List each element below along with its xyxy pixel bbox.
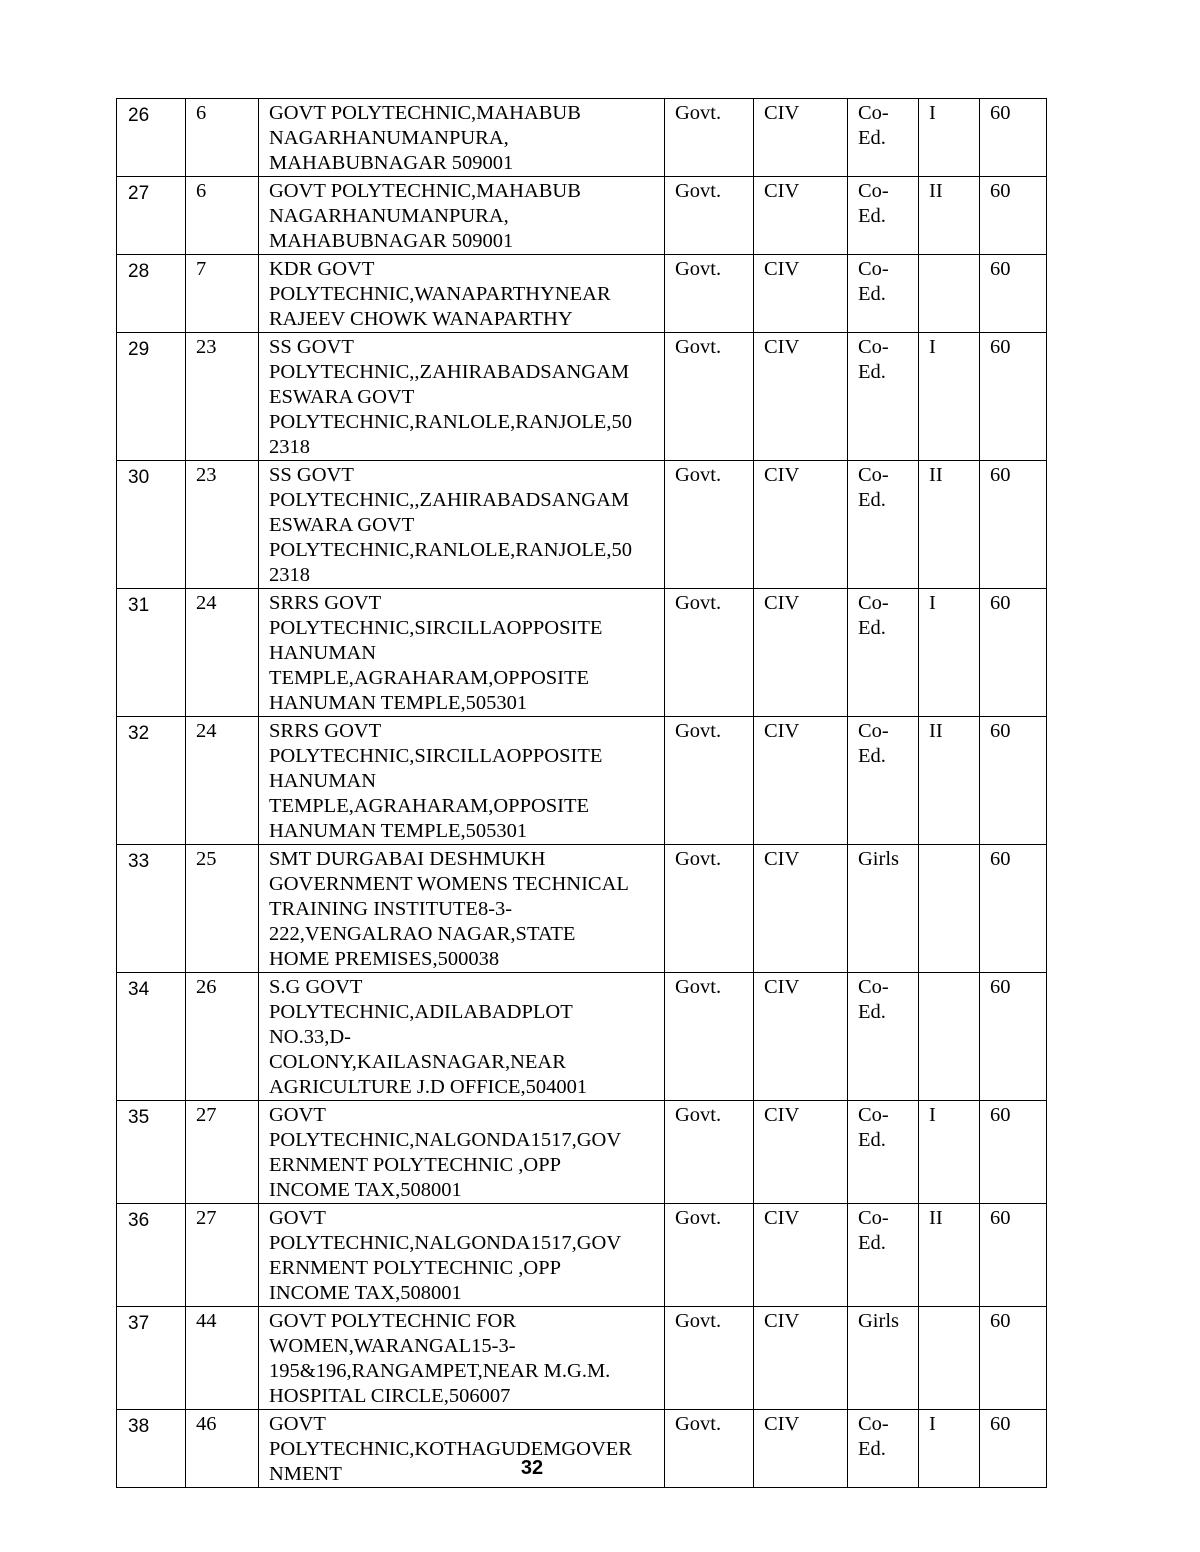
institute-code-cell: 23 (186, 461, 259, 589)
institute-name-line: HANUMAN (269, 642, 377, 664)
institute-name-line: POLYTECHNIC,WANAPARTHYNEAR (269, 283, 611, 305)
gender-type-cell: Co-Ed. (848, 973, 919, 1101)
serial-number-cell: 31 (117, 589, 186, 717)
management-type-cell: Govt. (665, 1101, 754, 1204)
institute-code-cell: 6 (186, 177, 259, 255)
institute-name-line: SRRS GOVT (269, 720, 382, 742)
table-row (117, 973, 1047, 1101)
management-type-cell: Govt. (665, 333, 754, 461)
institute-name-line: GOVERNMENT WOMENS TECHNICAL (269, 873, 629, 895)
institute-name-line: ERNMENT POLYTECHNIC ,OPP (269, 1257, 561, 1279)
institute-name-line: HANUMAN TEMPLE,505301 (269, 692, 528, 714)
table-row (117, 461, 1047, 589)
serial-number-cell: 34 (117, 973, 186, 1101)
gender-type-cell: Co-Ed. (848, 1410, 919, 1488)
shift-cell (919, 255, 980, 333)
institute-name-line: POLYTECHNIC,SIRCILLAOPPOSITE (269, 617, 603, 639)
institute-name-line: POLYTECHNIC,SIRCILLAOPPOSITE (269, 745, 603, 767)
page-number: 32 (520, 1457, 544, 1479)
shift-cell: II (919, 177, 980, 255)
institute-name-cell (259, 333, 665, 461)
institute-name-line: SS GOVT (269, 336, 354, 358)
shift-cell: II (919, 717, 980, 845)
institute-name-line: NO.33,D- (269, 1026, 351, 1048)
intake-cell: 60 (980, 1204, 1047, 1307)
management-type-cell: Govt. (665, 1307, 754, 1410)
institute-name-line: POLYTECHNIC,KOTHAGUDEMGOVER (269, 1438, 632, 1460)
institute-name-line: INCOME TAX,508001 (269, 1282, 462, 1304)
management-type-cell: Govt. (665, 973, 754, 1101)
institute-name-cell (259, 1204, 665, 1307)
intake-cell: 60 (980, 845, 1047, 973)
institute-name-line: POLYTECHNIC,,ZAHIRABADSANGAM (269, 361, 630, 383)
branch-cell: CIV (754, 1101, 848, 1204)
management-type-cell: Govt. (665, 99, 754, 177)
management-type-cell: Govt. (665, 717, 754, 845)
table-row (117, 845, 1047, 973)
institute-name-line: ESWARA GOVT (269, 514, 415, 536)
table-row (117, 1307, 1047, 1410)
institute-name-line: ERNMENT POLYTECHNIC ,OPP (269, 1154, 561, 1176)
management-type-cell: Govt. (665, 1410, 754, 1488)
institute-name-line: 222,VENGALRAO NAGAR,STATE (269, 923, 576, 945)
institute-name-line: SS GOVT (269, 464, 354, 486)
institute-code-cell: 25 (186, 845, 259, 973)
institute-name-line: TEMPLE,AGRAHARAM,OPPOSITE (269, 667, 590, 689)
institute-name-line: NAGARHANUMANPURA, (269, 127, 509, 149)
shift-cell: I (919, 1101, 980, 1204)
intake-cell: 60 (980, 461, 1047, 589)
shift-cell: I (919, 1410, 980, 1488)
table-row (117, 1204, 1047, 1307)
shift-cell: I (919, 333, 980, 461)
institute-name-line: TEMPLE,AGRAHARAM,OPPOSITE (269, 795, 590, 817)
institute-code-cell: 27 (186, 1101, 259, 1204)
institutes-table (116, 98, 1047, 1488)
gender-type-cell: Co-Ed. (848, 99, 919, 177)
serial-number-cell: 38 (117, 1410, 186, 1488)
serial-number-cell: 33 (117, 845, 186, 973)
institute-code-cell: 27 (186, 1204, 259, 1307)
table-row (117, 177, 1047, 255)
institute-name-line: POLYTECHNIC,NALGONDA1517,GOV (269, 1129, 622, 1151)
gender-type-cell: Co-Ed. (848, 461, 919, 589)
institute-name-cell (259, 845, 665, 973)
table-row (117, 99, 1047, 177)
institute-name-line: WOMEN,WARANGAL15-3- (269, 1335, 516, 1357)
institute-code-cell: 24 (186, 589, 259, 717)
management-type-cell: Govt. (665, 461, 754, 589)
serial-number-cell: 27 (117, 177, 186, 255)
intake-cell: 60 (980, 973, 1047, 1101)
institute-name-cell (259, 1307, 665, 1410)
serial-number-cell: 32 (117, 717, 186, 845)
institute-name-line: 195&196,RANGAMPET,NEAR M.G.M. (269, 1360, 611, 1382)
institute-name-line: AGRICULTURE J.D OFFICE,504001 (269, 1076, 588, 1098)
serial-number-cell: 37 (117, 1307, 186, 1410)
management-type-cell: Govt. (665, 589, 754, 717)
shift-cell: II (919, 461, 980, 589)
branch-cell: CIV (754, 845, 848, 973)
serial-number-cell: 36 (117, 1204, 186, 1307)
intake-cell: 60 (980, 589, 1047, 717)
management-type-cell: Govt. (665, 177, 754, 255)
institute-name-line: GOVT (269, 1104, 326, 1126)
gender-type-cell: Girls (848, 845, 919, 973)
institute-name-cell (259, 589, 665, 717)
institute-name-line: HOME PREMISES,500038 (269, 948, 500, 970)
institute-name-line: ESWARA GOVT (269, 386, 415, 408)
institute-name-cell (259, 717, 665, 845)
institute-name-line: COLONY,KAILASNAGAR,NEAR (269, 1051, 566, 1073)
institute-name-line: S.G GOVT (269, 976, 363, 998)
institute-name-line: MAHABUBNAGAR 509001 (269, 230, 514, 252)
institute-name-line: TRAINING INSTITUTE8-3- (269, 898, 513, 920)
institute-code-cell: 46 (186, 1410, 259, 1488)
institute-name-cell (259, 461, 665, 589)
branch-cell: CIV (754, 717, 848, 845)
management-type-cell: Govt. (665, 845, 754, 973)
institute-name-line: NAGARHANUMANPURA, (269, 205, 509, 227)
institute-name-line: SRRS GOVT (269, 592, 382, 614)
institute-name-line: POLYTECHNIC,RANLOLE,RANJOLE,50 (269, 539, 632, 561)
table-row (117, 255, 1047, 333)
institute-code-cell: 26 (186, 973, 259, 1101)
management-type-cell: Govt. (665, 255, 754, 333)
gender-type-cell: Co-Ed. (848, 177, 919, 255)
institute-code-cell: 24 (186, 717, 259, 845)
institute-name-line: RAJEEV CHOWK WANAPARTHY (269, 308, 573, 330)
institute-name-line: GOVT POLYTECHNIC FOR (269, 1310, 517, 1332)
intake-cell: 60 (980, 99, 1047, 177)
gender-type-cell: Co-Ed. (848, 255, 919, 333)
shift-cell (919, 845, 980, 973)
institute-name-cell (259, 177, 665, 255)
institute-name-line: POLYTECHNIC,RANLOLE,RANJOLE,50 (269, 411, 632, 433)
institute-name-line: GOVT (269, 1413, 326, 1435)
branch-cell: CIV (754, 255, 848, 333)
intake-cell: 60 (980, 177, 1047, 255)
institute-name-line: MAHABUBNAGAR 509001 (269, 152, 514, 174)
shift-cell (919, 1307, 980, 1410)
institute-name-line: GOVT (269, 1207, 326, 1229)
serial-number-cell: 30 (117, 461, 186, 589)
shift-cell: I (919, 589, 980, 717)
shift-cell: I (919, 99, 980, 177)
branch-cell: CIV (754, 1204, 848, 1307)
serial-number-cell: 35 (117, 1101, 186, 1204)
branch-cell: CIV (754, 177, 848, 255)
gender-type-cell: Co-Ed. (848, 717, 919, 845)
gender-type-cell: Co-Ed. (848, 1204, 919, 1307)
table-row (117, 1101, 1047, 1204)
intake-cell: 60 (980, 333, 1047, 461)
gender-type-cell: Co-Ed. (848, 333, 919, 461)
serial-number-cell: 26 (117, 99, 186, 177)
serial-number-cell: 29 (117, 333, 186, 461)
institute-code-cell: 23 (186, 333, 259, 461)
institute-name-line: POLYTECHNIC,ADILABADPLOT (269, 1001, 573, 1023)
institute-name-cell (259, 973, 665, 1101)
institute-code-cell: 44 (186, 1307, 259, 1410)
institute-name-line: NMENT (269, 1463, 342, 1485)
institute-name-cell (259, 1101, 665, 1204)
institute-name-line: HANUMAN TEMPLE,505301 (269, 820, 528, 842)
institute-name-line: KDR GOVT (269, 258, 375, 280)
gender-type-cell: Girls (848, 1307, 919, 1410)
institute-name-line: HANUMAN (269, 770, 377, 792)
institute-name-line: 2318 (269, 436, 310, 458)
table-row (117, 717, 1047, 845)
intake-cell: 60 (980, 1307, 1047, 1410)
branch-cell: CIV (754, 973, 848, 1101)
intake-cell: 60 (980, 255, 1047, 333)
management-type-cell: Govt. (665, 1204, 754, 1307)
institute-name-line: 2318 (269, 564, 310, 586)
institute-name-line: HOSPITAL CIRCLE,506007 (269, 1385, 511, 1407)
intake-cell: 60 (980, 717, 1047, 845)
institute-name-line: GOVT POLYTECHNIC,MAHABUB (269, 180, 581, 202)
institute-name-line: GOVT POLYTECHNIC,MAHABUB (269, 102, 581, 124)
branch-cell: CIV (754, 333, 848, 461)
institute-name-cell (259, 99, 665, 177)
branch-cell: CIV (754, 1307, 848, 1410)
institute-name-line: POLYTECHNIC,NALGONDA1517,GOV (269, 1232, 622, 1254)
institute-name-line: INCOME TAX,508001 (269, 1179, 462, 1201)
shift-cell: II (919, 1204, 980, 1307)
intake-cell: 60 (980, 1101, 1047, 1204)
serial-number-cell: 28 (117, 255, 186, 333)
gender-type-cell: Co-Ed. (848, 589, 919, 717)
institute-code-cell: 6 (186, 99, 259, 177)
institute-name-line: POLYTECHNIC,,ZAHIRABADSANGAM (269, 489, 630, 511)
table-row (117, 333, 1047, 461)
intake-cell: 60 (980, 1410, 1047, 1488)
branch-cell: CIV (754, 461, 848, 589)
branch-cell: CIV (754, 99, 848, 177)
branch-cell: CIV (754, 589, 848, 717)
institute-name-line: SMT DURGABAI DESHMUKH (269, 848, 546, 870)
institute-name-cell (259, 255, 665, 333)
institute-code-cell: 7 (186, 255, 259, 333)
branch-cell: CIV (754, 1410, 848, 1488)
shift-cell (919, 973, 980, 1101)
gender-type-cell: Co-Ed. (848, 1101, 919, 1204)
table-row (117, 589, 1047, 717)
